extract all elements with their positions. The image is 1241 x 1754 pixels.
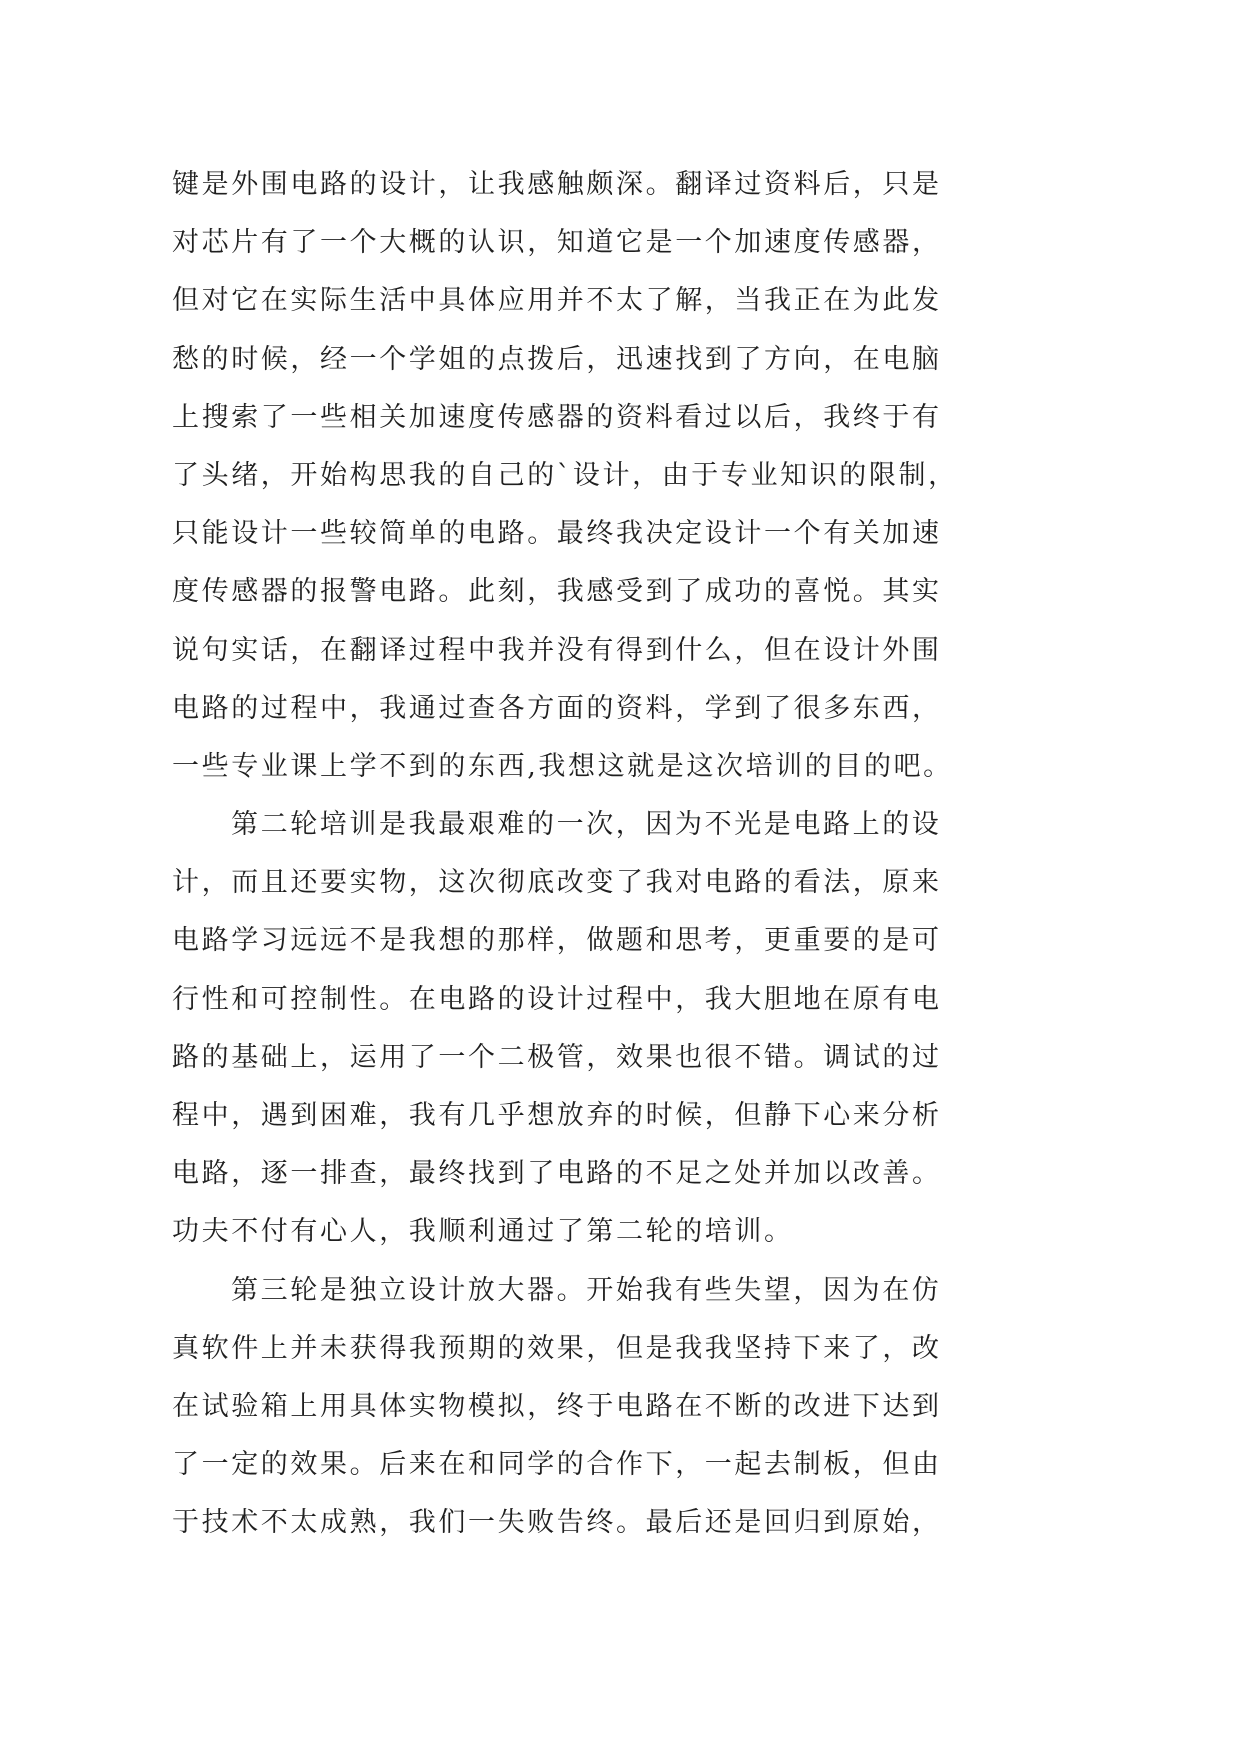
text-line: 只能设计一些较简单的电路。最终我决定设计一个有关加速	[172, 518, 942, 550]
text-line: 电路的过程中，我通过查各方面的资料，学到了很多东西，	[172, 692, 942, 724]
text-line: 了一定的效果。后来在和同学的合作下，一起去制板，但由	[172, 1449, 942, 1481]
paragraph-first-line: 第二轮培训是我最艰难的一次，因为不光是电路上的设	[231, 809, 942, 841]
paragraph-first-line: 第三轮是独立设计放大器。开始我有些失望，因为在仿	[231, 1274, 942, 1306]
text-line: 路的基础上，运用了一个二极管，效果也很不错。调试的过	[172, 1041, 942, 1073]
text-line: 真软件上并未获得我预期的效果，但是我我坚持下来了，改	[172, 1332, 942, 1364]
body-text	[172, 156, 1072, 1553]
text-line: 一些专业课上学不到的东西,我想这就是这次培训的目的吧。	[172, 750, 953, 782]
text-line: 说句实话，在翻译过程中我并没有得到什么，但在设计外围	[172, 634, 942, 666]
text-line: 键是外围电路的设计，让我感触颇深。翻译过资料后，只是	[172, 169, 942, 200]
text-line: 上搜索了一些相关加速度传感器的资料看过以后，我终于有	[172, 401, 942, 433]
text-line: 在试验箱上用具体实物模拟，终于电路在不断的改进下达到	[172, 1390, 942, 1422]
text-line: 程中，遇到困难，我有几乎想放弃的时候，但静下心来分析	[172, 1100, 942, 1131]
text-line: 电路学习远远不是我想的那样，做题和思考，更重要的是可	[172, 925, 942, 957]
text-line: 对芯片有了一个大概的认识，知道它是一个加速度传感器，	[172, 227, 942, 259]
text-line: 但对它在实际生活中具体应用并不太了解，当我正在为此发	[172, 285, 942, 317]
text-line: 计，而且还要实物，这次彻底改变了我对电路的看法，原来	[172, 867, 942, 899]
text-line: 于技术不太成熟，我们一失败告终。最后还是回归到原始，	[172, 1507, 942, 1539]
text-line: 度传感器的报警电路。此刻，我感受到了成功的喜悦。其实	[172, 576, 942, 608]
text-line: 电路，逐一排查，最终找到了电路的不足之处并加以改善。	[172, 1158, 942, 1190]
text-line: 行性和可控制性。在电路的设计过程中，我大胆地在原有电	[172, 983, 942, 1015]
text-line: 愁的时候，经一个学姐的点拨后，迅速找到了方向，在电脑	[172, 343, 942, 375]
text-line: 了头绪，开始构思我的自己的`设计，由于专业知识的限制，	[172, 459, 958, 491]
text-line: 功夫不付有心人，我顺利通过了第二轮的培训。	[172, 1216, 794, 1248]
